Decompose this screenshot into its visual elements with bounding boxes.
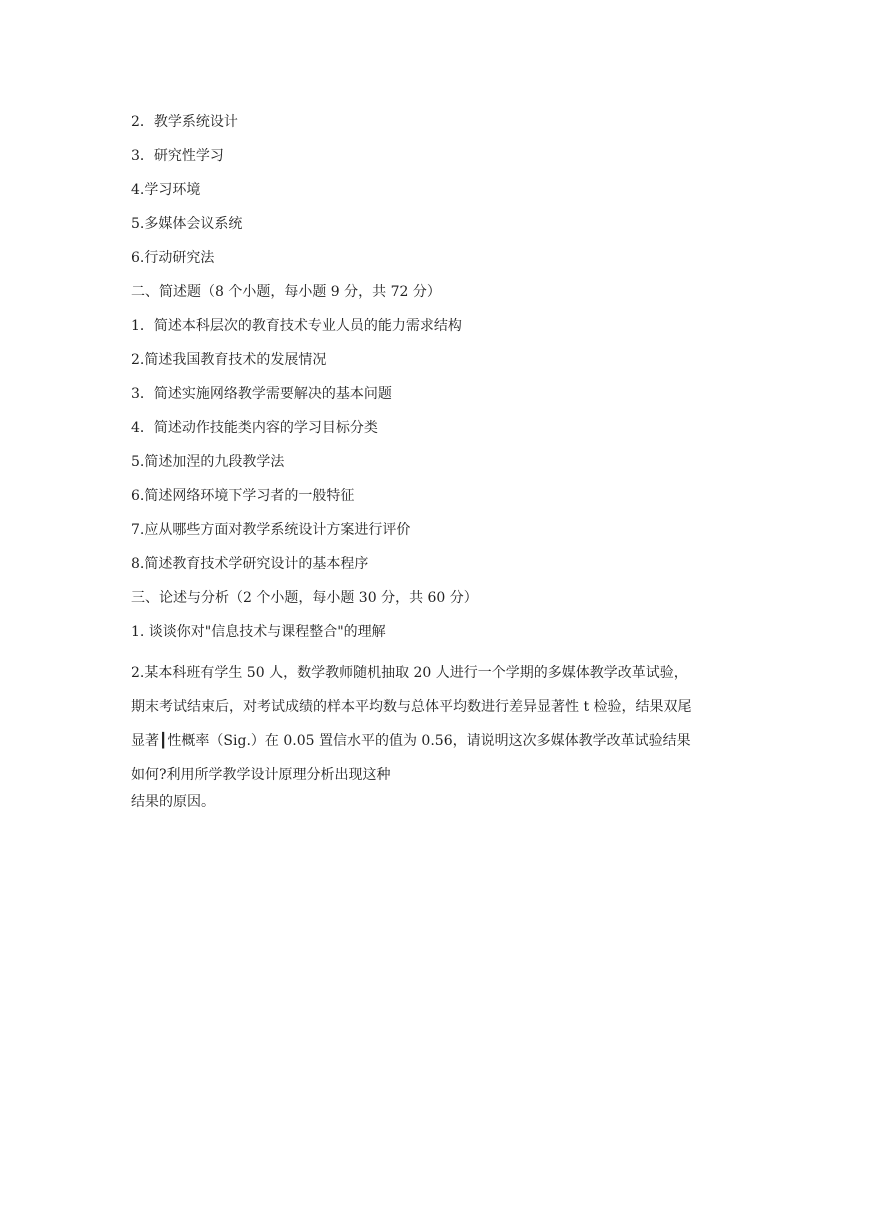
- essay-item-2-tail: 结果的原因。: [131, 794, 215, 810]
- short-answer-item-6: 6.简述网络环境下学习者的一般特征: [131, 488, 355, 504]
- short-answer-item-3: 3．简述实施网络教学需要解决的基本问题: [131, 386, 392, 402]
- essay-item-2-line-2: 期末考试结束后，对考试成绩的样本平均数与总体平均数进行差异显著性 t 检验，结果双尾: [131, 699, 692, 715]
- short-answer-item-5: 5.简述加涅的九段教学法: [131, 454, 285, 470]
- section-heading-essay: 三、论述与分析（2 个小题，每小题 30 分，共 60 分）: [131, 590, 478, 606]
- short-answer-item-7: 7.应从哪些方面对教学系统设计方案进行评价: [131, 522, 411, 538]
- term-item-4: 4.学习环境: [131, 182, 201, 198]
- term-item-2: 2．教学系统设计: [131, 114, 238, 130]
- term-item-5: 5.多媒体会议系统: [131, 216, 243, 232]
- section-heading-short-answer: 二、简述题（8 个小题，每小题 9 分，共 72 分）: [131, 284, 441, 300]
- term-item-6: 6.行动研究法: [131, 250, 215, 266]
- short-answer-item-4: 4．简述动作技能类内容的学习目标分类: [131, 420, 378, 436]
- essay-item-1: 1. 谈谈你对"信息技术与课程整合"的理解: [131, 624, 386, 640]
- document-page: [131, 112, 751, 812]
- essay-item-2-line-3: 显著┃性概率（Sig.）在 0.05 置信水平的值为 0.56，请说明这次多媒体教学改革试验结果: [131, 733, 691, 749]
- essay-item-2: [131, 656, 751, 792]
- essay-item-2-line-4: 如何?利用所学教学设计原理分析出现这种: [131, 767, 391, 783]
- essay-item-2-line-1: 2.某本科班有学生 50 人，数学教师随机抽取 20 人进行一个学期的多媒体教学改革试验，: [131, 665, 688, 681]
- short-answer-item-2: 2.简述我国教育技术的发展情况: [131, 352, 327, 368]
- short-answer-item-1: 1．简述本科层次的教育技术专业人员的能力需求结构: [131, 318, 462, 334]
- short-answer-item-8: 8.简述教育技术学研究设计的基本程序: [131, 556, 369, 572]
- term-item-3: 3．研究性学习: [131, 148, 224, 164]
